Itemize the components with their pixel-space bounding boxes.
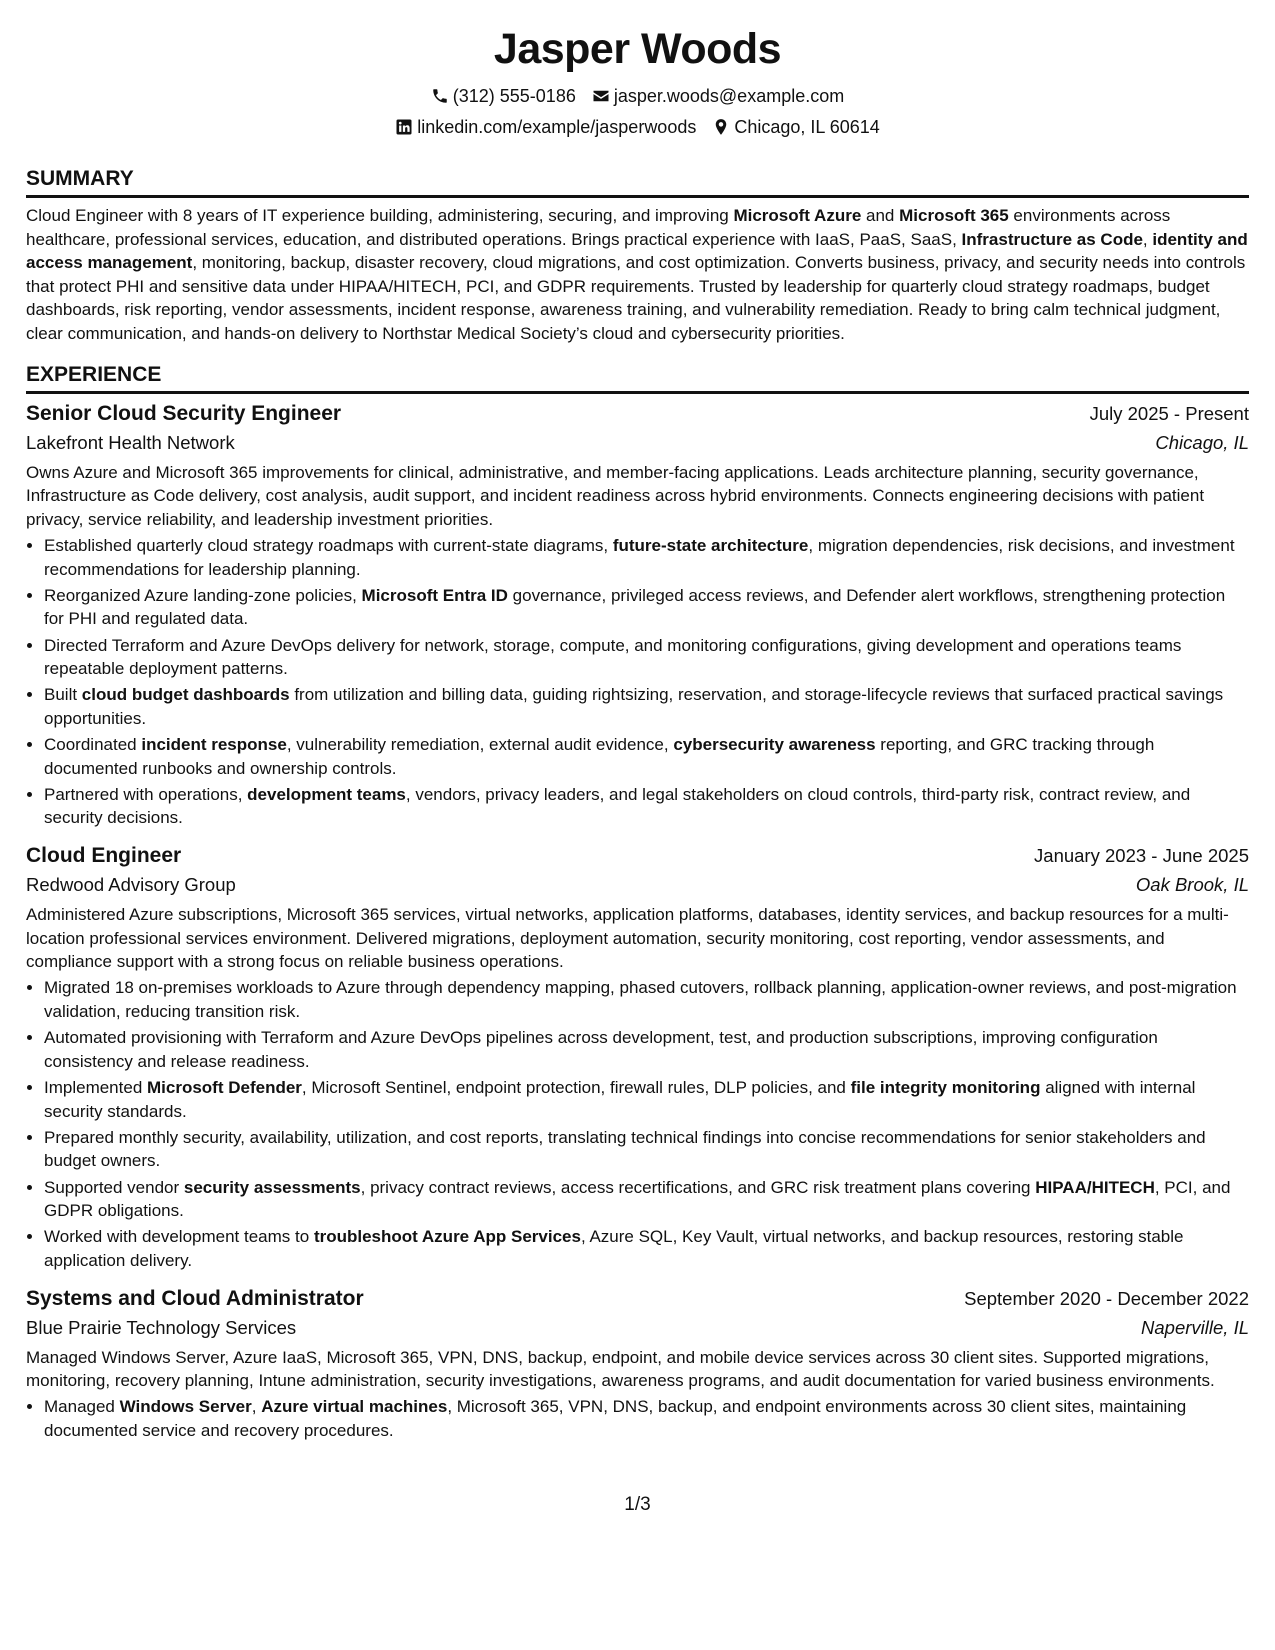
page-number: 1/3: [624, 1494, 651, 1515]
contact-line-2: [26, 117, 1249, 137]
job-bullets: [26, 534, 1249, 830]
bullet-item: • Managed Windows Server, Azure virtual machines, Microsoft 365, VPN, DNS, backup, and endpoint environments across 30 client sites, maintaining documented service and recovery procedures.: [44, 1395, 1249, 1442]
bullet-item: • Reorganized Azure landing-zone policies, Microsoft Entra ID governance, privileged access reviews, and Defender alert workflows, strengthening protection for PHI and regulated data.: [44, 584, 1249, 631]
contact-line-1: [26, 86, 1249, 106]
summary-heading: SUMMARY: [26, 166, 1249, 198]
bullet-item: • Directed Terraform and Azure DevOps delivery for network, storage, compute, and monitoring configurations, giving development and operations teams repeatable deployment patterns.: [44, 634, 1249, 681]
job-dates: January 2023 - June 2025: [1034, 845, 1249, 867]
bullet-item: • Built cloud budget dashboards from utilization and billing data, guiding rightsizing, reservation, and storage-lifecycle reviews that surfaced practical savings opportunities.: [44, 683, 1249, 730]
company-name: Blue Prairie Technology Services: [26, 1316, 297, 1338]
job-dates: July 2025 - Present: [1089, 402, 1249, 424]
job-bullets: [26, 1395, 1249, 1442]
experience-heading: EXPERIENCE: [26, 362, 1249, 394]
job-description: Managed Windows Server, Azure IaaS, Microsoft 365, VPN, DNS, backup, endpoint, and mobile device services across 30 client sites. Supported migrations, monitoring, recovery planning, Intune administration, security investigations, awareness programs, and audit documentation for varied business environments.: [26, 1347, 1215, 1391]
company-name: Redwood Advisory Group: [26, 874, 236, 896]
job-title: Systems and Cloud Administrator: [26, 1286, 364, 1310]
email-contact[interactable]: [592, 86, 844, 106]
bullet-item: • Coordinated incident response, vulnerability remediation, external audit evidence, cybersecurity awareness reporting, and GRC tracking through documented runbooks and ownership controls.: [44, 733, 1249, 780]
job-location: Oak Brook, IL: [1135, 874, 1249, 896]
resume-header: [26, 22, 1249, 137]
summary-text: Cloud Engineer with 8 years of IT experience building, administering, securing, and improving Microsoft Azure and Microsoft 365 environments across healthcare, professional services, education, and distributed operations. Brings practical experience with IaaS, PaaS, SaaS, Infrastructure as Code, identity and access management, monitoring, backup, disaster recovery, cloud migrations, and cost optimization. Converts business, privacy, and security needs into controls that protect PHI and sensitive data under HIPAA/HITECH, PCI, and GDPR requirements. Trusted by leadership for quarterly cloud strategy roadmaps, budget dashboards, risk reporting, vendor assessments, incident response, awareness training, and vulnerability remediation. Ready to bring calm technical judgment, clear communication, and hands-on delivery to Northstar Medical Society’s cloud and cybersecurity priorities.: [26, 206, 1248, 343]
linkedin-icon: [395, 118, 413, 136]
job-entry: [26, 399, 1249, 830]
location-contact: [712, 117, 879, 137]
bullet-item: • Established quarterly cloud strategy roadmaps with current-state diagrams, future-state architecture, migration dependencies, risk decisions, and investment recommendations for leadership planning.: [44, 534, 1249, 581]
bullet-item: • Implemented Microsoft Defender, Microsoft Sentinel, endpoint protection, firewall rules, DLP policies, and file integrity monitoring aligned with internal security standards.: [44, 1076, 1249, 1123]
map-pin-icon: [712, 118, 730, 136]
bullet-item: • Automated provisioning with Terraform and Azure DevOps pipelines across development, test, and production subscriptions, improving configuration consistency and release readiness.: [44, 1026, 1249, 1073]
job-description: Administered Azure subscriptions, Microsoft 365 services, virtual networks, application platforms, databases, identity services, and backup resources for a multi-location professional services environment. Delivered migrations, deployment automation, security monitoring, cost reporting, vendor assessments, and compliance support with a strong focus on reliable business operations.: [26, 905, 1229, 972]
linkedin-contact[interactable]: [395, 117, 696, 137]
phone-number: (312) 555-0186: [452, 86, 576, 106]
bullet-item: • Prepared monthly security, availability, utilization, and cost reports, translating technical findings into concise recommendations for senior stakeholders and budget owners.: [44, 1126, 1249, 1173]
bullet-item: • Worked with development teams to troubleshoot Azure App Services, Azure SQL, Key Vault, virtual networks, and backup resources, restoring stable application delivery.: [44, 1225, 1249, 1272]
job-title: Senior Cloud Security Engineer: [26, 401, 342, 425]
job-description: Owns Azure and Microsoft 365 improvements for clinical, administrative, and member-facing applications. Leads architecture planning, security governance, Infrastructure as Code delivery, cost analysis, audit support, and incident readiness across hybrid environments. Connects engineering decisions with patient privacy, service reliability, and leadership investment priorities.: [26, 462, 1205, 529]
phone-icon: [431, 87, 449, 105]
job-location: Chicago, IL: [1155, 431, 1249, 453]
phone-contact: [431, 86, 576, 106]
bullet-item: • Supported vendor security assessments, privacy contract reviews, access recertifications, and GRC risk treatment plans covering HIPAA/HITECH, PCI, and GDPR obligations.: [44, 1176, 1249, 1223]
company-name: Lakefront Health Network: [26, 431, 235, 453]
job-entry: [26, 1284, 1249, 1443]
job-location: Naperville, IL: [1141, 1316, 1249, 1338]
job-title: Cloud Engineer: [26, 844, 182, 868]
envelope-icon: [592, 87, 610, 105]
linkedin-url[interactable]: linkedin.com/example/jasperwoods: [417, 117, 697, 137]
job-bullets: [26, 976, 1249, 1272]
job-dates: September 2020 - December 2022: [964, 1287, 1249, 1309]
summary-section: [26, 166, 1249, 346]
location-text: Chicago, IL 60614: [734, 117, 880, 137]
candidate-name: Jasper Woods: [493, 25, 782, 73]
experience-section: [26, 362, 1249, 1443]
job-entry: [26, 841, 1249, 1272]
bullet-item: • Partnered with operations, development teams, vendors, privacy leaders, and legal stakeholders on cloud controls, third-party risk, contract review, and security decisions.: [44, 783, 1249, 830]
email-address[interactable]: jasper.woods@example.com: [613, 86, 845, 106]
bullet-item: • Migrated 18 on-premises workloads to Azure through dependency mapping, phased cutovers, rollback planning, application-owner reviews, and post-migration validation, reducing transition risk.: [44, 976, 1249, 1023]
